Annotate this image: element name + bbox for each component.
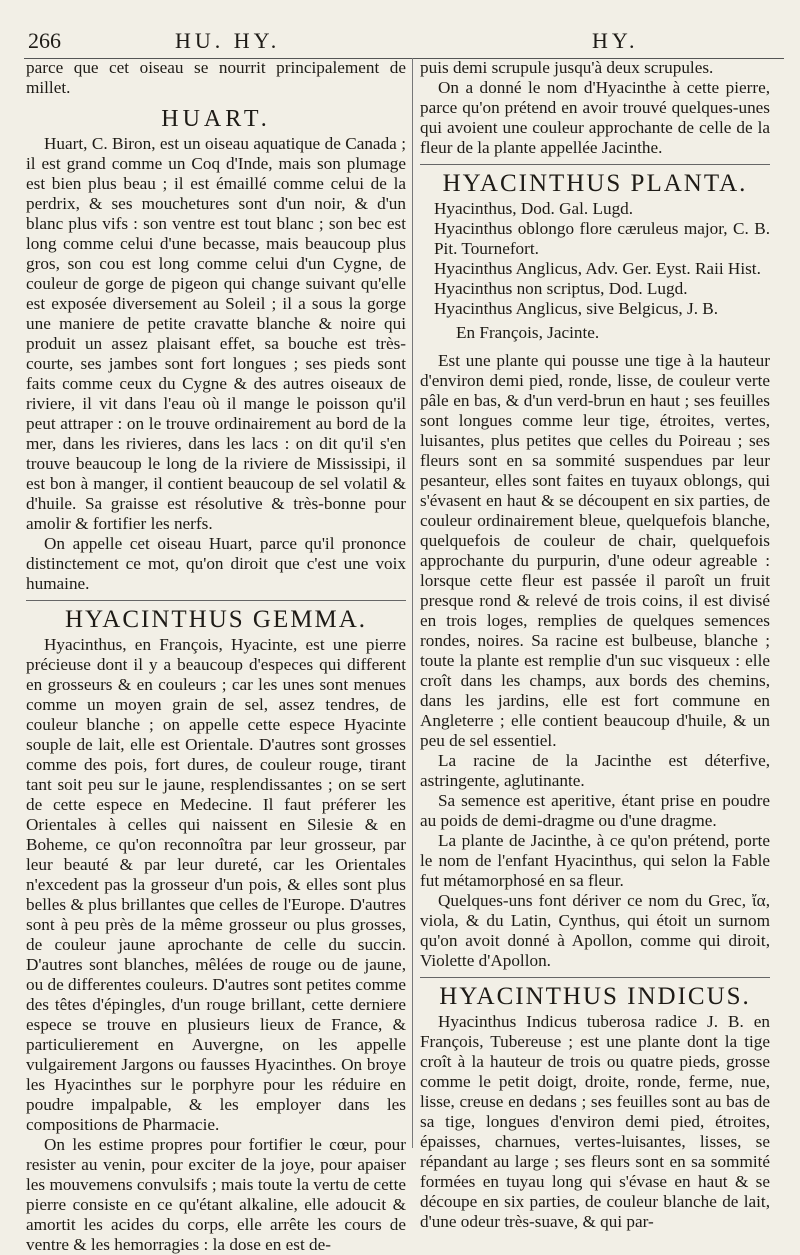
huart-paragraph-1: Huart, C. Biron, est un oiseau aquatique de Canada ; il est grand comme un Coq d'Inde, mais son plumage est bien plus beau ; il est émaillé comme celui de la perdrix, & ses mouchetures sont d'un noir, & d'un blanc plus vifs : son ventre est tout blanc ; son bec est long comme celui d'une becasse, mais beaucoup plus gros, son cou est long comme celui d'un Cygne, de couleur de gorge de pigeon qui change suivant qu'elle est exposée diversement au Soleil ; il a sous la gorge une maniere de petite cravatte blanche & noire qui produit un assez plaisant effet, sa bouche est très-courte, ses jambes sont fort longues ; ses pieds sont faits comme ceux du Cygne & des autres oiseaux de riviere, il vit dans l'eau où il mange le poisson qu'il peut attraper : on le trouve ordinairement au bord de la mer, dans les rivieres, dans les lacs : on dit qu'il s'en trouve beaucoup le long de la riviere de Mississipi, il est bon à manger, il contient beaucoup de sel volatil & d'huile. Sa graisse est résolutive & très-bonne pour amolir & fortifier les nerfs. (26, 134, 406, 533)
page-number: 266 (28, 28, 61, 53)
synonym-line: Hyacinthus non scriptus, Dod. Lugd. (434, 279, 688, 298)
right-running-head: HY. (592, 28, 639, 53)
synonym-line: Hyacinthus, Dod. Gal. Lugd. (434, 199, 634, 218)
section-rule (420, 164, 770, 165)
section-rule (26, 600, 406, 601)
entry-title-huart: HUART. (161, 106, 271, 132)
running-header (0, 26, 800, 56)
left-running-head: HU. HY. (175, 28, 281, 53)
left-column (26, 58, 406, 1254)
continuation-text-right: puis demi scrupule jusqu'à deux scrupules. (420, 58, 714, 77)
gemma-paragraph-2: On les estime propres pour fortifier le cœur, pour resister au venin, pour exciter de la joye, pour apaiser les mouvemens convulsifs ; mais toute la vertu de cette pierre consiste en ce qu'étant alkaline, elle adoucit & amortit les acides du corps, elle arrête les cours de ventre & les hemorragies : la dose en est de- (26, 1135, 406, 1254)
gemma-paragraph-3: On a donné le nom d'Hyacinthe à cette pierre, parce qu'on prétend en avoir trouvé quelques-unes qui avoient une couleur approchante de celle de la fleur de la plante appellée Jacinthe. (420, 78, 770, 157)
planta-paragraph-5: Quelques-uns font dériver ce nom du Grec, ἴα, viola, & du Latin, Cynthus, qui étoit un surnom qu'on avoit donné à Apollon, comme qui diroit, Violette d'Apollon. (420, 891, 770, 970)
entry-title-hyacinthus-indicus: HYACINTHUS INDICUS. (439, 983, 751, 1010)
section-rule (420, 977, 770, 978)
entry-title-hyacinthus-planta: HYACINTHUS PLANTA. (442, 170, 748, 197)
french-name: En François, Jacinte. (456, 323, 600, 342)
synonym-line: Hyacinthus Anglicus, Adv. Ger. Eyst. Raii Hist. (434, 259, 761, 278)
planta-paragraph-2: La racine de la Jacinthe est déterfive, astringente, aglutinante. (420, 751, 770, 790)
synonym-line: Hyacinthus oblongo flore cæruleus major, C. B. Pit. Tournefort. (434, 219, 770, 258)
planta-paragraph-3: Sa semence est aperitive, étant prise en poudre au poids de demi-dragme ou d'une dragme. (420, 791, 770, 830)
planta-paragraph-4: La plante de Jacinthe, à ce qu'on prétend, porte le nom de l'enfant Hyacinthus, qui selon la Fable fut métamorphosé en sa fleur. (420, 831, 770, 890)
gemma-paragraph-1: Hyacinthus, en François, Hyacinte, est une pierre précieuse dont il y a beaucoup d'especes qui different en grosseurs & en couleurs ; car les unes sont menues comme un moyen grain de sel, assez tendres, de couleur blanche ; on appelle cette espece Hyacinte souple de lait, elle est Orientale. D'autres sont grosses comme des pois, fort dures, de couleur rouge, tirant tant soit peu sur le jaune, resplendissantes ; on se sert de cette espece en Medecine. Il faut préferer les Orientales à celles qui naissent en Silesie & en Boheme, ce qu'on reconnoîtra par leur grosseur, par leur beauté & par leur dureté, car les Orientales n'excedent pas la grosseur d'un pois, & elles sont plus belles & plus brillantes que celles de l'Europe. D'autres sont à peu près de la même grosseur ou plus grosses, de couleur jaune aprochante de celle du succin. D'autres sont blanches, mêlées de rouge ou de jaune, ou de differentes couleurs. D'autres sont petites comme des têtes d'épingles, d'un rouge brillant, cette derniere espece se trouve en plusieurs lieux de France, & particulierement en Auvergne, on les appelle vulgairement Jargons ou fausses Hyacinthes. On broye les Hyacinthes sur le porphyre pour les réduire en poudre impalpable, & les employer dans les compositions de Pharmacie. (26, 635, 406, 1134)
column-divider (412, 58, 413, 1148)
indicus-paragraph-1: Hyacinthus Indicus tuberosa radice J. B. en François, Tubereuse ; est une plante dont la tige croît à la hauteur de trois ou quatre pieds, grosse comme le petit doigt, droite, ronde, ferme, nue, lisse, creuse en dedans ; ses feuilles sont au bas de sa tige, longues d'environ demi pied, étroites, épaisses, charnues, vertes-luisantes, lisses, se répandant au large ; ses fleurs sont en sa sommité formées en tuyau long qui s'évase en haut & se découpe en six parties, de couleur blanche de lait, d'une odeur très-suave, & qui par- (420, 1012, 770, 1231)
entry-title-hyacinthus-gemma: HYACINTHUS GEMMA. (64, 606, 368, 633)
planta-paragraph-1: Est une plante qui pousse une tige à la hauteur d'environ demi pied, ronde, lisse, de couleur verte pâle en bas, & d'un verd-brun en haut ; ses feuilles sont longues comme leur tige, étroites, vertes, luisantes, plus petites que celles du Poireau ; ses fleurs sont en sa sommité suspendues par leur pesanteur, elles sont faites en tuyaux oblongs, qui s'évasent en haut & se découpent en six parties, de couleur ordinairement bleue, quelquefois blanche, quelquefois de couleur de chair, quelquefois approchante du purpurin, d'une odeur agreable : lorsque cette fleur est passée il paroît un fruit presque rond & relevé de trois coins, il est divisé en trois loges, remplies de quelques semences rondes, noires. Sa racine est bulbeuse, blanche ; toute la plante est remplie d'un suc visqueux : elle croît dans les champs, aux bords des chemins, dans les jardins, elle est fort commune en Angleterre ; elle contient beaucoup d'huile, & un peu de sel essentiel. (420, 351, 770, 750)
synonym-line: Hyacinthus Anglicus, sive Belgicus, J. B. (434, 299, 719, 318)
continuation-text: parce que cet oiseau se nourrit principalement de millet. (26, 58, 406, 97)
right-column (420, 58, 770, 1231)
huart-paragraph-2: On appelle cet oiseau Huart, parce qu'il prononce distinctement ce mot, qu'on diroit que c'est une voix humaine. (26, 534, 406, 593)
